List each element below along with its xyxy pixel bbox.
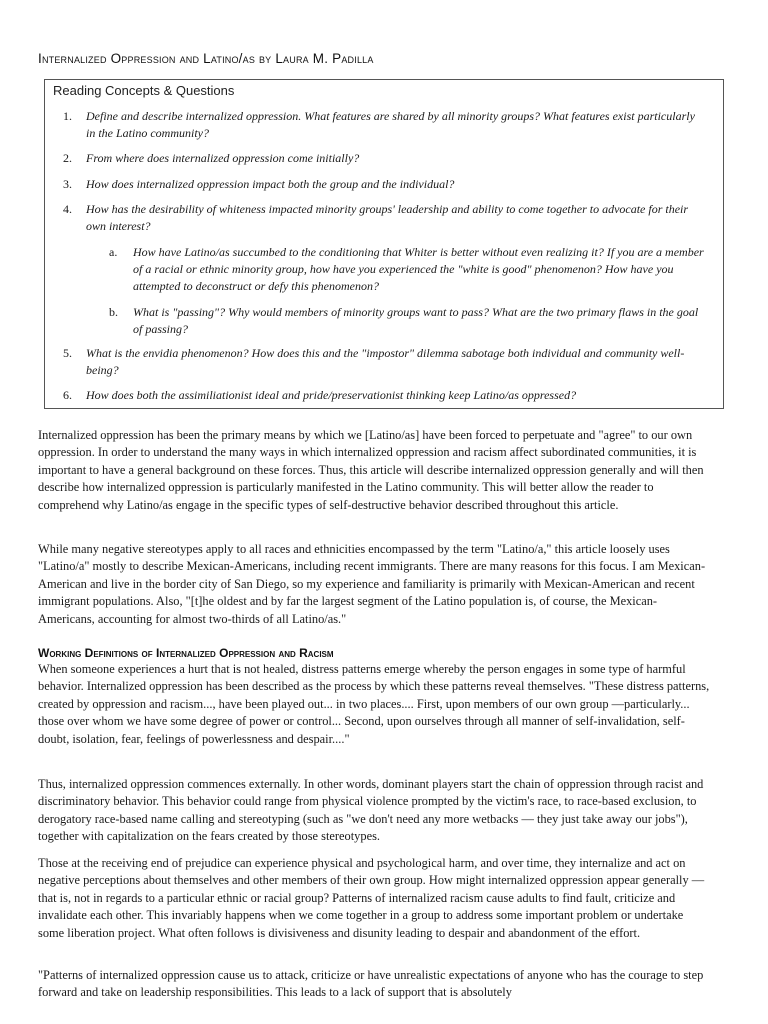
section-heading: Working Definitions of Internalized Oppression and Racism [38,646,334,660]
question-number: 6. [63,388,72,402]
question-text: How does both the assimiliationist ideal and pride/preservationist thinking keep Latino/as oppressed? [86,388,577,402]
question-item [63,387,703,404]
question-item [63,345,703,379]
question-text: Define and describe internalized oppression. What features are shared by all minority groups? What features exist particularly in the Latino community? [86,109,695,140]
sub-question-text: How have Latino/as succumbed to the conditioning that Whiter is better without even realizing it? If you are a member of a racial or ethnic minority group, how have you experienced the "white is good" phenomenon? How have you attempted to deconstruct or defy this phenomenon? [133,245,704,293]
question-item [63,176,703,193]
sub-question-letter: a. [109,245,118,259]
sub-question-text: What is "passing"? Why would members of minority groups want to pass? What are the two primary flaws in the goal of passing? [133,305,699,336]
sub-question-letter: b. [109,305,118,319]
sub-question-item [109,244,705,295]
question-number: 2. [63,151,72,165]
question-item [63,201,703,235]
body-paragraph: Those at the receiving end of prejudice can experience physical and psychological harm, and over time, they internalize and act on negative perceptions about themselves and other members of their own group. How might internalized oppression appear generally — that is, not in regards to a particular ethnic or racial group? Patterns of internalized racism cause adults to find fault, criticize and invalidate each other. This invariably happens when we come together in a group to address some important problem or undertake some liberation project. What often follows is divisiveness and disunity leading to despair and abandonment of the effort. [38,856,705,940]
body-paragraph: While many negative stereotypes apply to all races and ethnicities encompassed by the term "Latino/a," this article loosely uses "Latino/a" mostly to describe Mexican-Americans, including recent immigrants. There are many reasons for this focus. I am Mexican-American and live in the border city of San Diego, so my experience and familiarity is primarily with Mexican-American and recent immigrant populations. Also, "[t]he oldest and by far the largest segment of the Latino population is, of course, the Mexican-Americans, accounting for almost two-thirds of all Latino/as." [38,542,706,626]
question-number: 4. [63,202,72,216]
body-paragraph: Thus, internalized oppression commences externally. In other words, dominant players start the chain of oppression through racist and discriminatory behavior. This behavior could range from physical violence prompted by the victim's race, to race-based exclusion, to derogatory race-based name calling and stereotyping (such as "we don't need any more wetbacks — they just take away our jobs"), together with capitalization on the fears created by those stereotypes. [38,777,704,844]
document-title: Internalized Oppression and Latino/as by Laura M. Padilla [38,51,374,66]
question-number: 5. [63,346,72,360]
question-item [63,150,703,167]
body-paragraph: When someone experiences a hurt that is not healed, distress patterns emerge whereby the person engages in some type of harmful behavior. Internalized oppression has been described as the process by which these patterns reveal themselves. "These distress patterns, created by oppression and racism..., have been played out... in two places.... First, upon members of our own group —particularly... those over whom we have some degree of power or control... Second, upon ourselves through all manner of self-invalidation, self-doubt, isolation, fear, feelings of powerlessness and despair...." [38,662,710,746]
body-paragraph: Internalized oppression has been the primary means by which we [Latino/as] have been forced to perpetuate and "agree" to our own oppression. In order to understand the many ways in which internalized oppression and racism affect subordinated communities, it is important to have a general background on these forces. Thus, this article will describe internalized oppression generally and will then describe how internalized oppression is particularly manifested in the Latino community. This will better allow the reader to comprehend why Latino/as engage in the specific types of self-destructive behavior described throughout this article. [38,428,704,512]
question-text: How has the desirability of whiteness impacted minority groups' leadership and ability to come together to advocate for their own interest? [86,202,689,233]
question-item [63,108,703,142]
question-text: What is the envidia phenomenon? How does this and the "impostor" dilemma sabotage both individual and community well-being? [86,346,685,377]
question-text: How does internalized oppression impact both the group and the individual? [86,177,455,191]
reading-questions-box [44,79,724,409]
questions-box-heading: Reading Concepts & Questions [53,83,235,98]
body-paragraph: "Patterns of internalized oppression cause us to attack, criticize or have unrealistic expectations of anyone who has the courage to step forward and take on leadership responsibilities. This leads to a lack of support that is absolutely [38,968,704,1000]
question-number: 3. [63,177,72,191]
question-text: From where does internalized oppression come initially? [86,151,360,165]
question-number: 1. [63,109,72,123]
sub-question-item [109,304,705,338]
